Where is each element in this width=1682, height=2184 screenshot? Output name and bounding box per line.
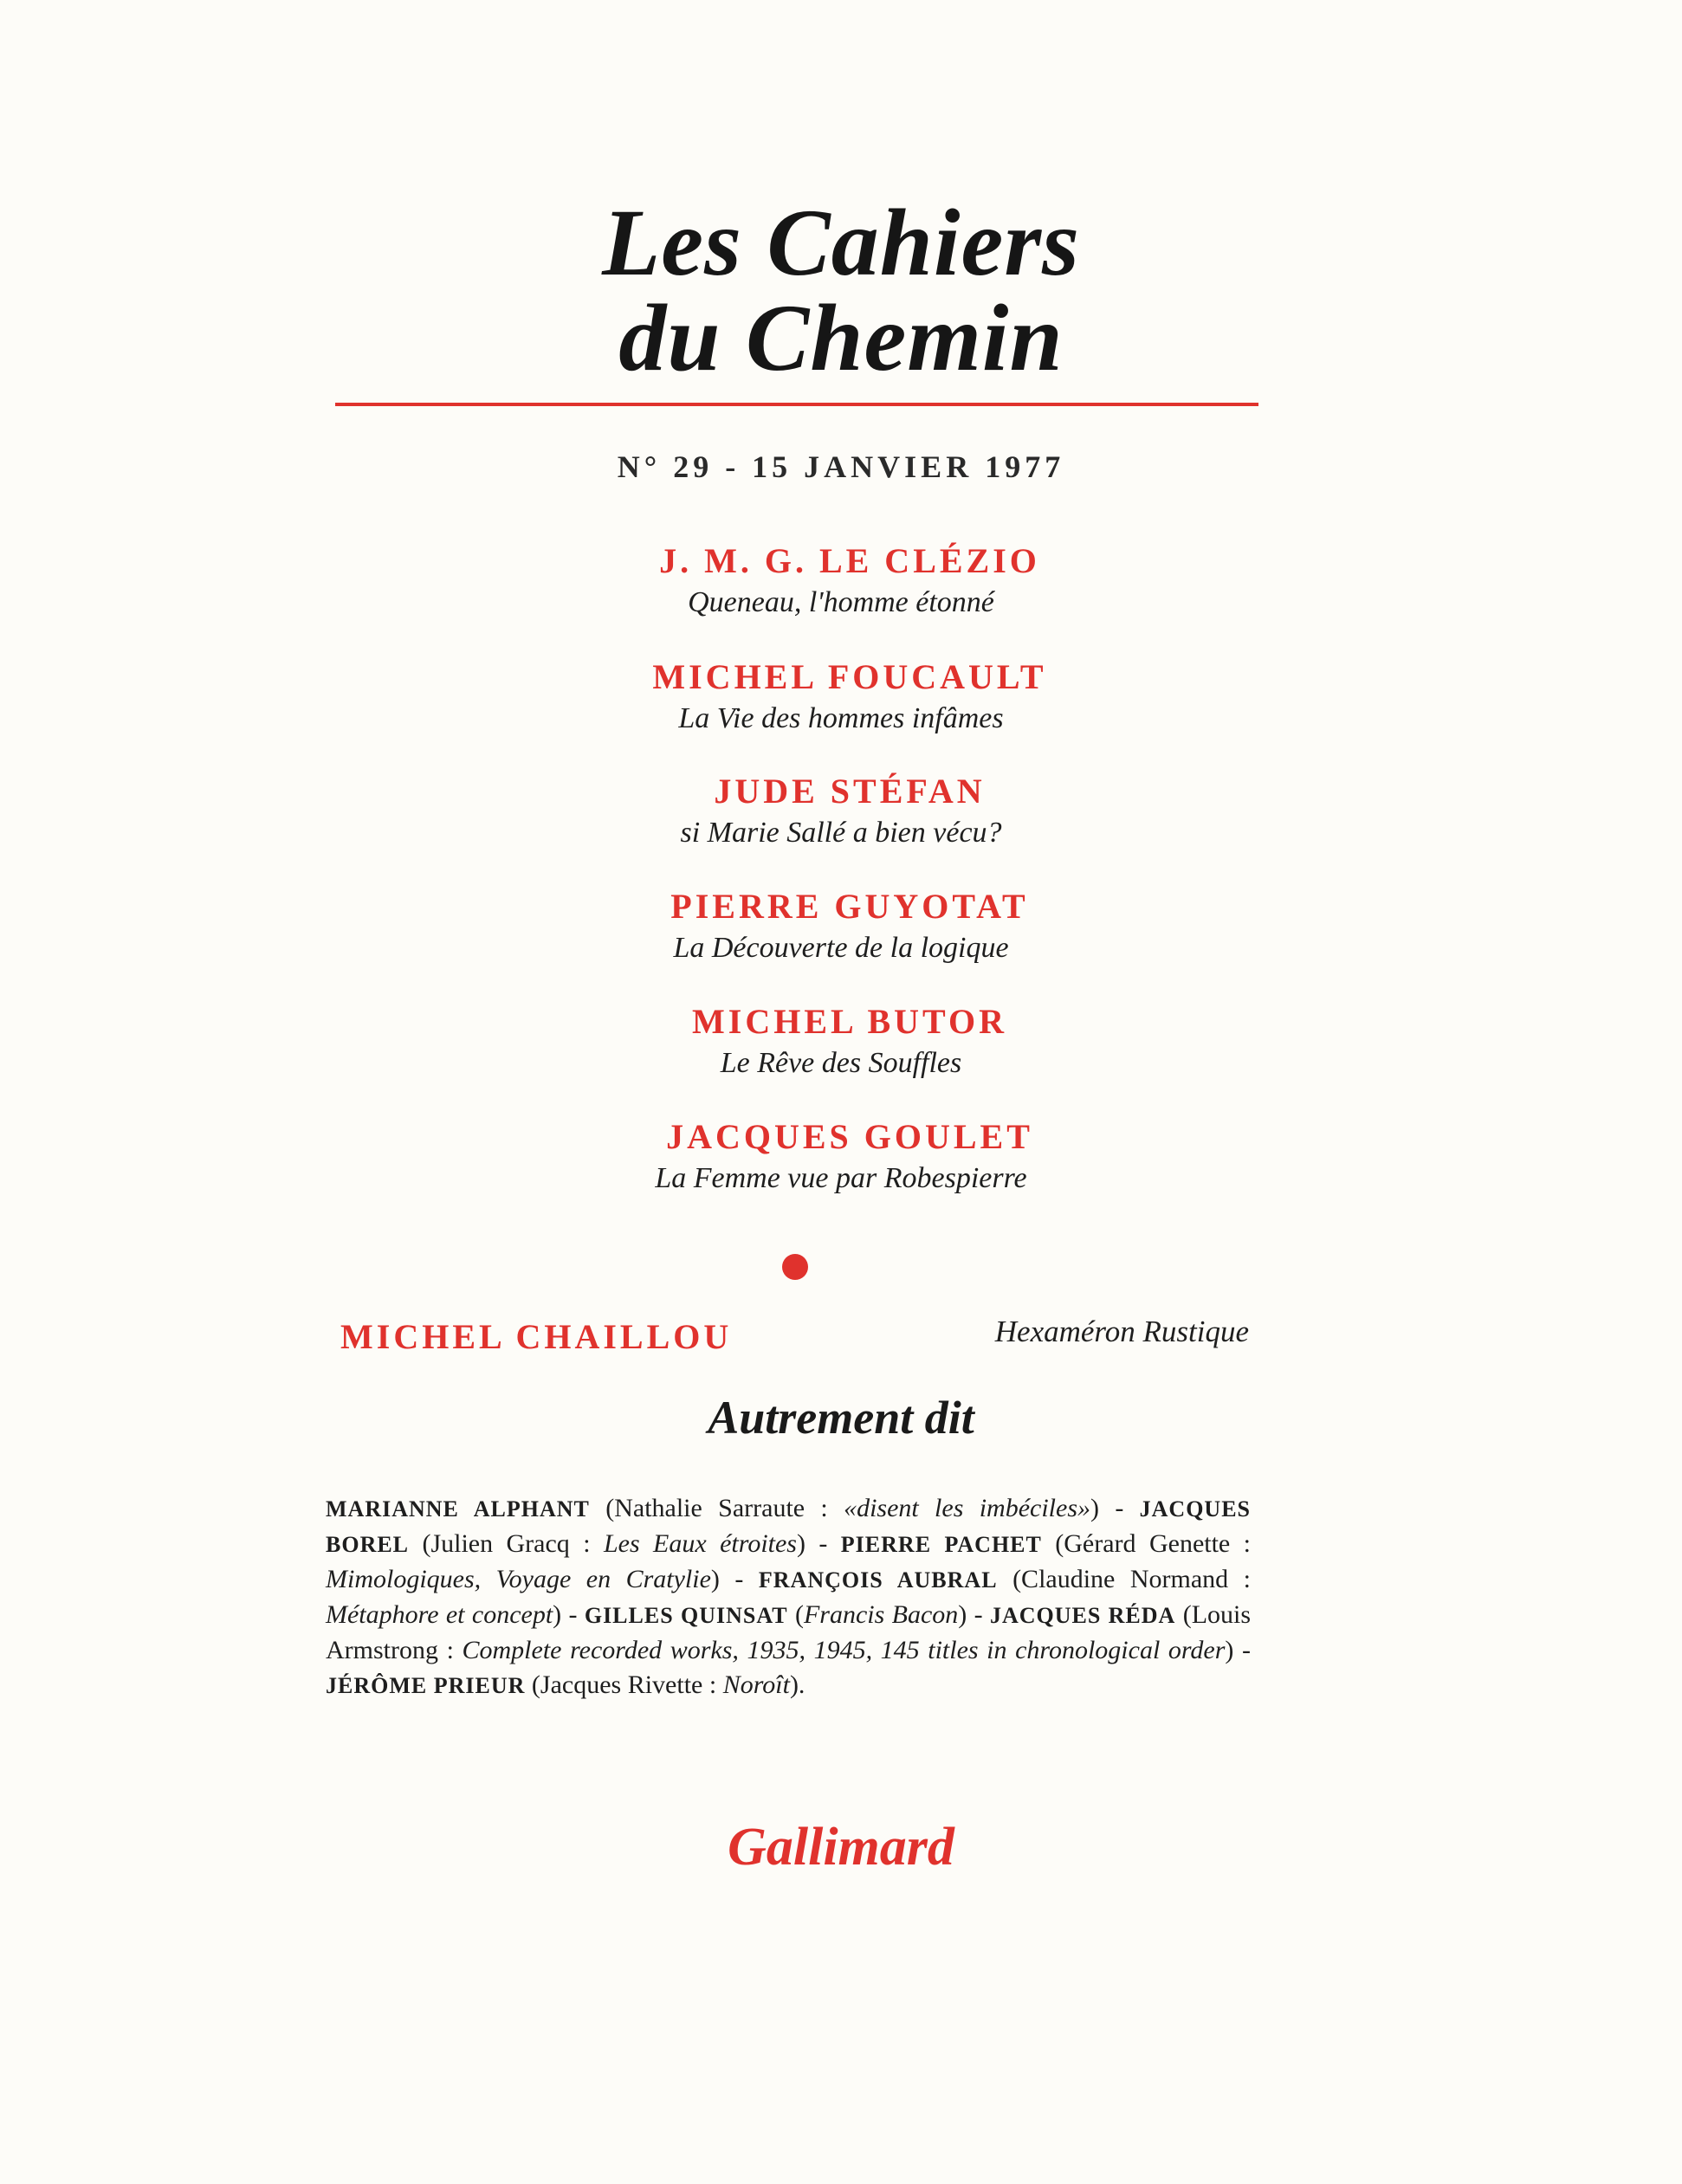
review-separator: ) - (1090, 1494, 1140, 1522)
review-entry (326, 1494, 1140, 1522)
review-work-title: Métaphore et concept (326, 1600, 553, 1629)
reviews-paragraph (326, 1491, 1251, 1703)
review-work-title: Francis Bacon (803, 1600, 959, 1629)
contribution-title: La Vie des hommes infâmes (678, 702, 1004, 734)
issue-number-date: N° 29 - 15 JANVIER 1977 (617, 449, 1065, 484)
contribution-entry (0, 769, 1682, 852)
red-bullet-ornament (782, 1254, 808, 1280)
journal-title-line-2: du Chemin (618, 285, 1064, 391)
review-entry (585, 1600, 990, 1629)
review-subject: ( (794, 1600, 804, 1629)
review-work-title: Complete recorded works, 1935, 1945, 145 titles in chronological order (462, 1636, 1226, 1664)
contribution-entry (0, 655, 1682, 738)
contribution-title: si Marie Sallé a bien vécu? (680, 817, 1002, 849)
contribution-author: J. M. G. LE CLÉZIO (659, 541, 1040, 580)
reviewer-name: MARIANNE ALPHANT (326, 1496, 590, 1522)
publisher-logo: Gallimard (728, 1818, 954, 1877)
reviewer-name: JÉRÔME PRIEUR (326, 1673, 526, 1698)
review-separator: ) - (553, 1600, 585, 1629)
review-work-title: Les Eaux étroites (603, 1529, 797, 1558)
section-title: Autrement dit (708, 1392, 974, 1444)
review-work-title: Mimologiques, Voyage en Cratylie (326, 1565, 711, 1593)
review-subject: (Jacques Rivette : (531, 1670, 723, 1699)
contribution-title: La Découverte de la logique (673, 932, 1009, 964)
review-subject: (Julien Gracq : (422, 1529, 604, 1558)
review-subject: (Gérard Genette : (1055, 1529, 1251, 1558)
title-divider-rule (335, 403, 1258, 406)
review-work-title: «disent les imbéciles» (844, 1494, 1091, 1522)
review-separator: ) - (710, 1565, 759, 1593)
contribution-author: MICHEL FOUCAULT (652, 657, 1047, 696)
review-subject: (Nathalie Sarraute : (605, 1494, 844, 1522)
contribution-author: JACQUES GOULET (666, 1117, 1033, 1156)
review-subject: (Claudine Normand : (1012, 1565, 1252, 1593)
contribution-entry (0, 999, 1682, 1082)
review-separator: ). (789, 1670, 805, 1699)
contribution-title: Queneau, l'homme étonné (688, 586, 994, 618)
feature-author: MICHEL CHAILLOU (340, 1317, 733, 1356)
reviewer-name: GILLES QUINSAT (584, 1603, 788, 1628)
contribution-author: PIERRE GUYOTAT (670, 887, 1029, 926)
reviewer-name: FRANÇOIS AUBRAL (758, 1567, 998, 1593)
reviewer-name: JACQUES BOREL (326, 1496, 1252, 1557)
contribution-entry (0, 1115, 1682, 1198)
contribution-author: MICHEL BUTOR (692, 1002, 1007, 1041)
review-entry (326, 1670, 805, 1699)
review-separator: ) - (1225, 1636, 1251, 1664)
journal-title-line-1: Les Cahiers (602, 190, 1080, 295)
review-separator: ) - (796, 1529, 841, 1558)
review-subject: (Louis Armstrong : (326, 1600, 1252, 1664)
review-work-title: Noroît (722, 1670, 790, 1699)
contribution-author: JUDE STÉFAN (714, 772, 986, 811)
feature-title: Hexaméron Rustique (994, 1315, 1249, 1348)
contribution-entry (0, 884, 1682, 967)
contribution-title: Le Rêve des Souffles (720, 1047, 962, 1079)
reviewer-name: JACQUES RÉDA (989, 1603, 1176, 1628)
review-separator: ) - (958, 1600, 990, 1629)
contribution-title: La Femme vue par Robespierre (655, 1162, 1027, 1194)
contribution-entry (0, 539, 1682, 622)
reviewer-name: PIERRE PACHET (840, 1532, 1042, 1557)
